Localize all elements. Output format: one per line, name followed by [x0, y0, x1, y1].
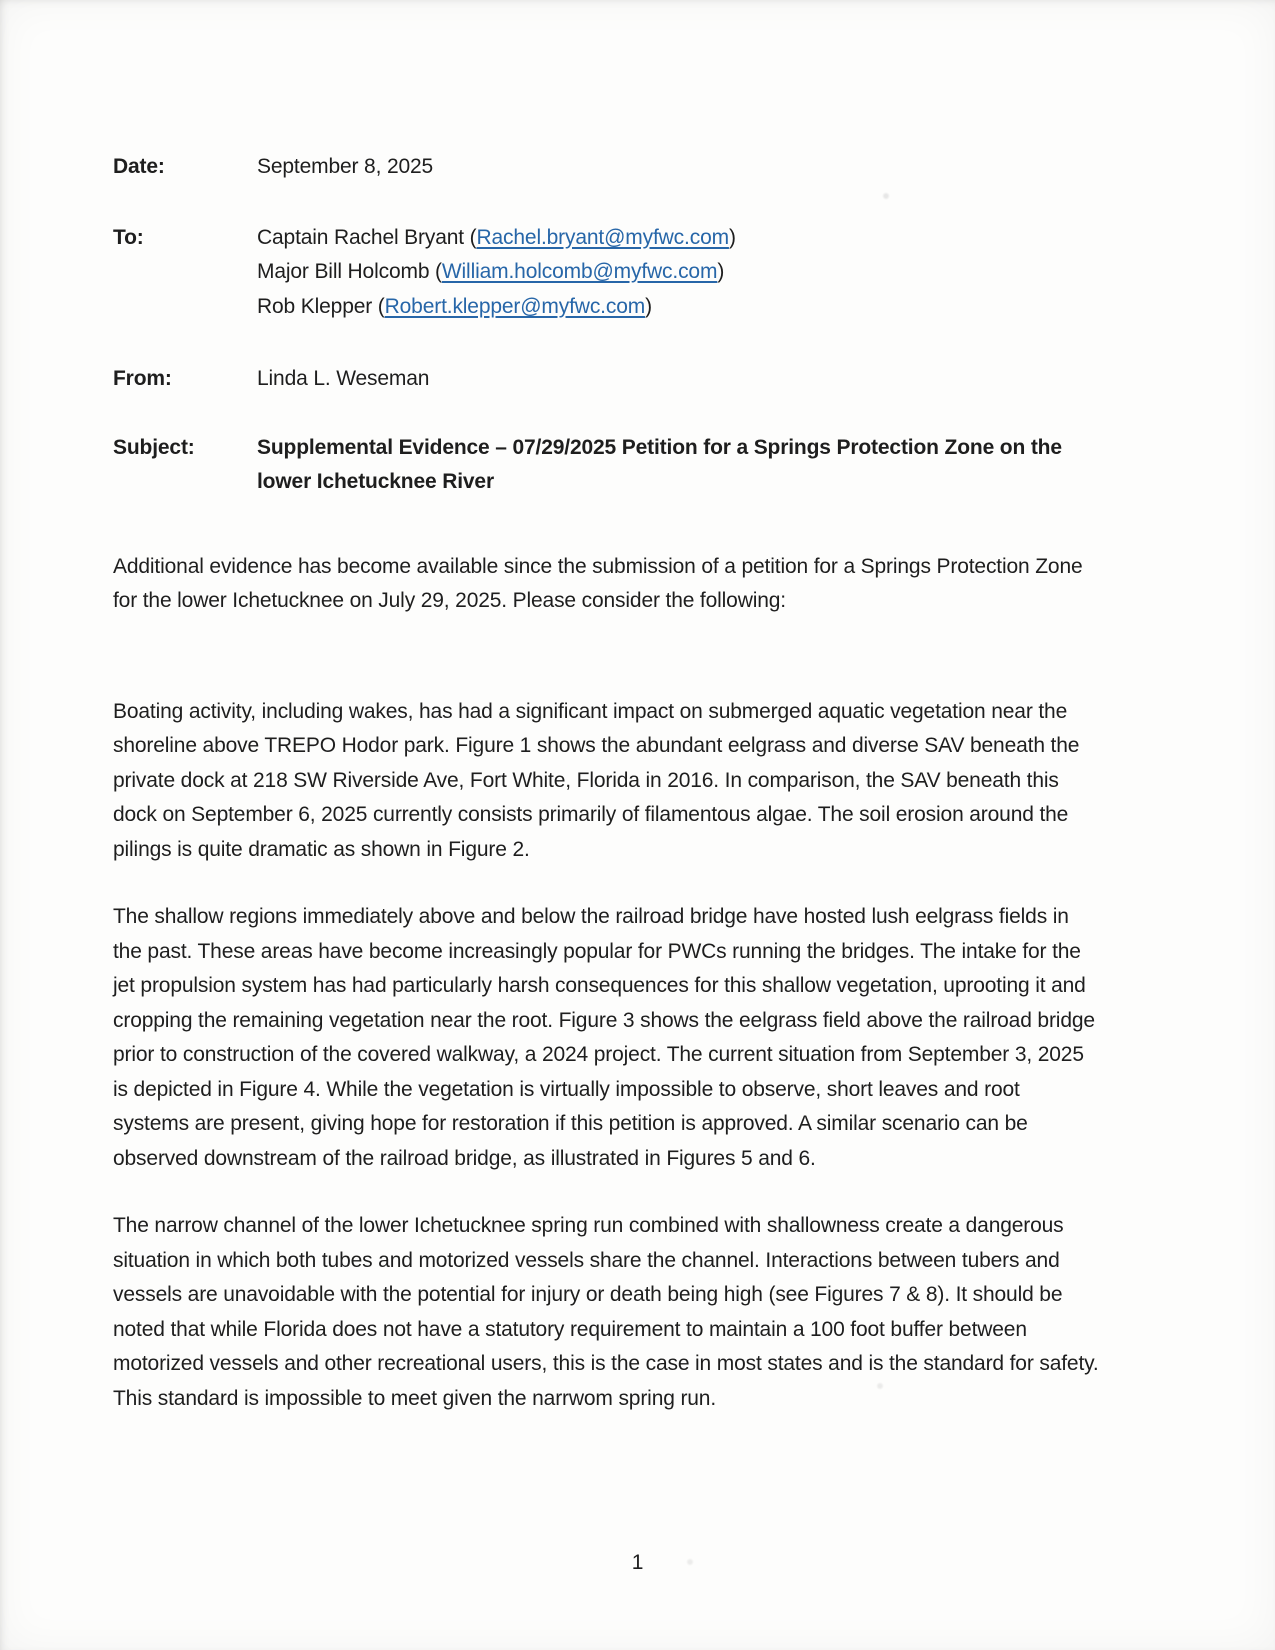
- page-number: 1: [631, 1550, 644, 1574]
- memo-header: [113, 150, 1162, 500]
- subject-row: [113, 431, 1162, 500]
- recipient-list: [257, 221, 1162, 325]
- recipient-line: [257, 255, 1162, 290]
- recipient-close-paren: ): [645, 294, 652, 318]
- recipient-name: Captain Rachel Bryant (: [257, 225, 477, 249]
- subject-value: Supplemental Evidence – 07/29/2025 Petition for a Springs Protection Zone on the lower Ichetucknee River: [257, 435, 1062, 493]
- body-paragraph-4: The narrow channel of the lower Ichetucknee spring run combined with shallowness create a dangerous situation in which both tubes and motorized vessels share the channel. Interactions between tubers and vessels are unavoidable with the potential for injury or death being high (see Figures 7 & 8). It should be noted that while Florida does not have a statutory requirement to maintain a 100 foot buffer between motorized vessels and other recreational users, this is the case in most states and is the standard for safety. This standard is impossible to meet given the narrwom spring run.: [113, 1214, 1099, 1410]
- from-value: Linda L. Weseman: [257, 367, 430, 390]
- recipient-line: [257, 221, 1162, 256]
- body-paragraph-2: Boating activity, including wakes, has had a significant impact on submerged aquatic vegetation near the shoreline above TREPO Hodor park. Figure 1 shows the abundant eelgrass and diverse SAV beneath the private dock at 218 SW Riverside Ave, Fort White, Florida in 2016. In comparison, the SAV beneath this dock on September 6, 2025 currently consists primarily of filamentous algae. The soil erosion around the pilings is quite dramatic as shown in Figure 2.: [113, 699, 1080, 861]
- email-link-william-holcomb[interactable]: William.holcomb@myfwc.com: [441, 260, 718, 283]
- body-paragraph-1: Additional evidence has become available since the submission of a petition for a Springs Protection Zone for the lower Ichetucknee on July 29, 2025. Please consider the following:: [113, 554, 1083, 612]
- to-label: To:: [113, 225, 144, 249]
- recipient-close-paren: ): [728, 225, 736, 249]
- recipient-close-paren: ): [717, 260, 725, 283]
- body-paragraph-3: The shallow regions immediately above and below the railroad bridge have hosted lush eelgrass fields in the past. These areas have become increasingly popular for PWCs running the bridges. The intake for the jet propulsion system has had particularly harsh consequences for this shallow vegetation, uprooting it and cropping the remaining vegetation near the root. Figure 3 shows the eelgrass field above the railroad bridge prior to construction of the covered walkway, a 2024 project. The current situation from September 3, 2025 is depicted in Figure 4. While the vegetation is virtually impossible to observe, short leaves and root systems are present, giving hope for restoration if this petition is approved. A similar scenario can be observed downstream of the railroad bridge, as illustrated in Figures 5 and 6.: [113, 905, 1095, 1170]
- recipient-name: Major Bill Holcomb (: [257, 260, 442, 283]
- email-link-rachel-bryant[interactable]: Rachel.bryant@myfwc.com: [476, 225, 729, 249]
- recipient-name: Rob Klepper (: [257, 294, 385, 318]
- date-label: Date:: [113, 155, 165, 178]
- subject-label: Subject:: [113, 435, 195, 459]
- from-label: From:: [113, 367, 172, 390]
- to-row: [113, 221, 1162, 325]
- date-row: [113, 150, 1162, 185]
- email-link-robert-klepper[interactable]: Robert.klepper@myfwc.com: [384, 294, 646, 318]
- date-value: September 8, 2025: [257, 155, 434, 178]
- memo-body: [113, 550, 1162, 1417]
- from-row: [113, 362, 1162, 397]
- recipient-line: [257, 290, 1162, 325]
